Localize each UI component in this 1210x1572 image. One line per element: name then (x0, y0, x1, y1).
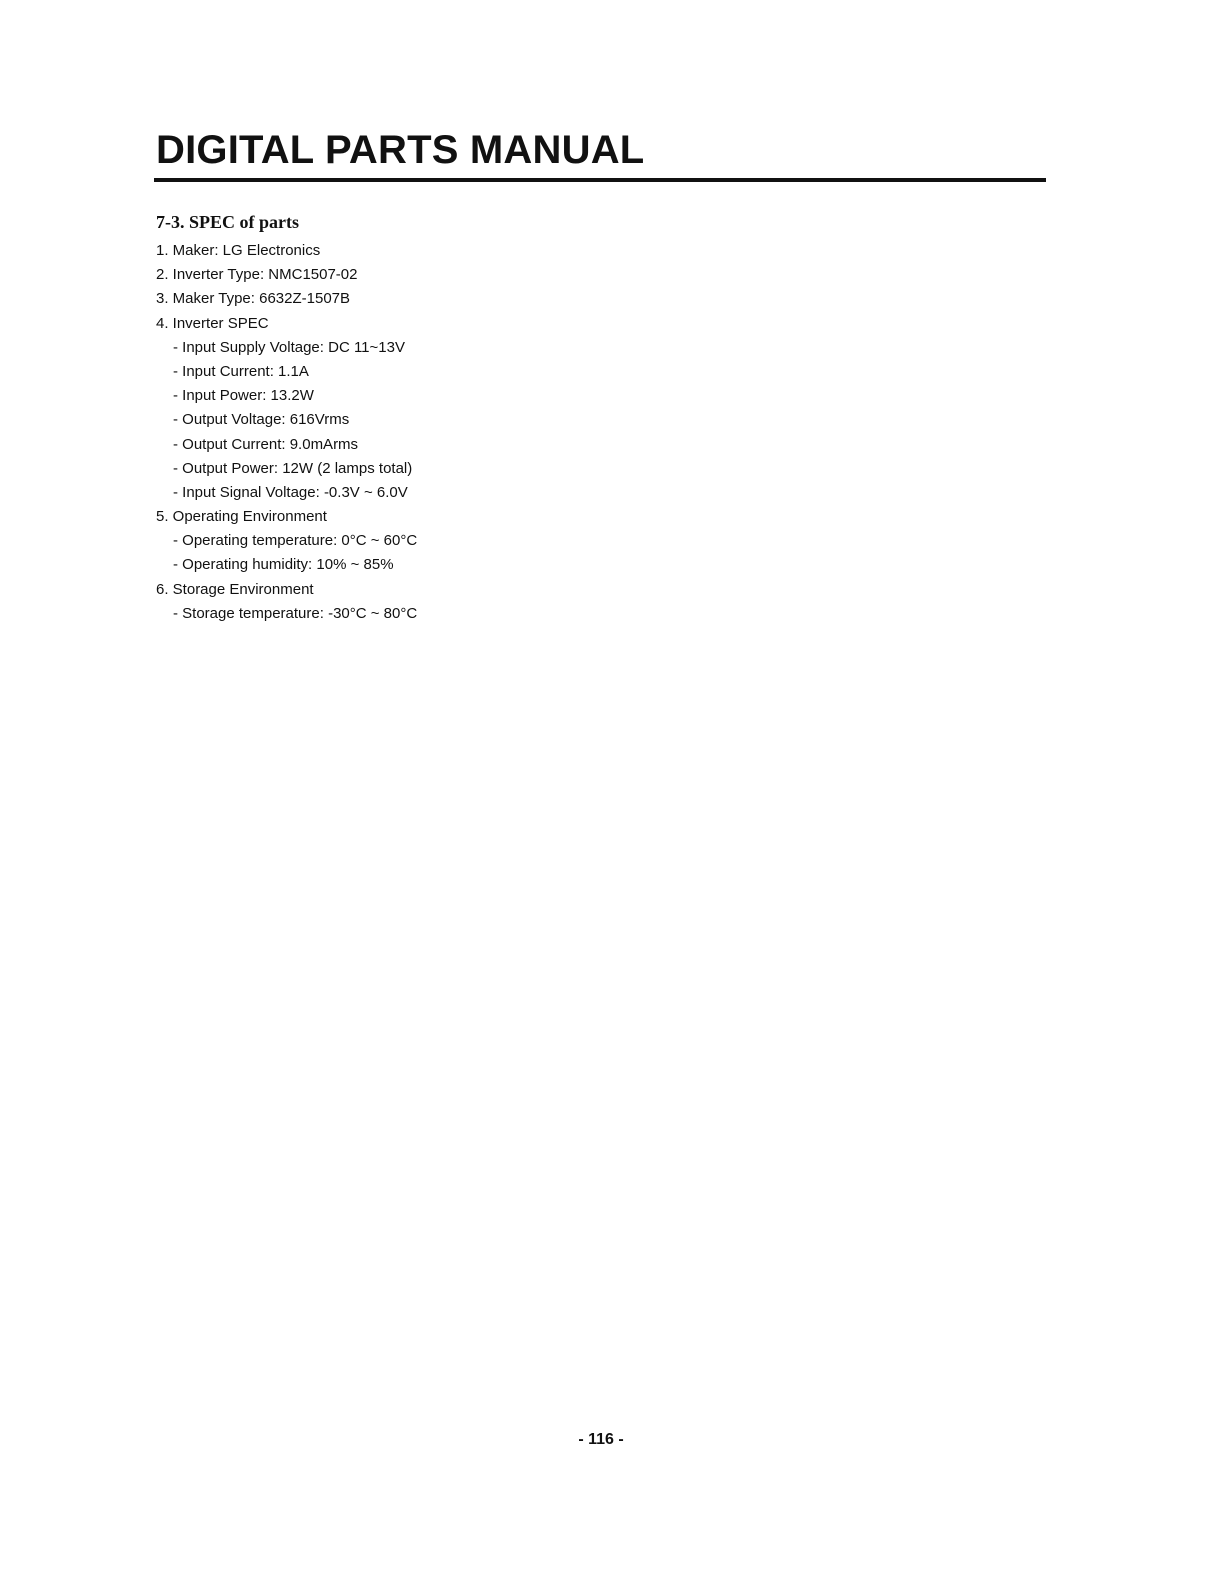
spec-item-storage-environment: 6. Storage Environment (156, 580, 314, 598)
spec-subitem-output-current: - Output Current: 9.0mArms (173, 435, 359, 453)
section-heading: 7-3. SPEC of parts (156, 212, 299, 232)
spec-item-maker-type: 3. Maker Type: 6632Z-1507B (156, 290, 351, 308)
spec-item-inverter-spec: 4. Inverter SPEC (156, 314, 269, 332)
title-underline-divider (154, 178, 1046, 182)
spec-item-maker: 1. Maker: LG Electronics (156, 242, 321, 259)
spec-subitem-output-voltage: - Output Voltage: 616Vrms (173, 411, 350, 429)
spec-subitem-input-supply-voltage: - Input Supply Voltage: DC 11~13V (173, 338, 405, 356)
spec-subitem-input-current: - Input Current: 1.1A (173, 362, 309, 380)
spec-subitem-operating-temperature: - Operating temperature: 0°C ~ 60°C (173, 532, 418, 550)
spec-subitem-storage-temperature: - Storage temperature: -30°C ~ 80°C (173, 604, 418, 622)
spec-item-operating-environment: 5. Operating Environment (156, 508, 327, 526)
spec-subitem-input-signal-voltage: - Input Signal Voltage: -0.3V ~ 6.0V (173, 483, 408, 501)
page-title: DIGITAL PARTS MANUAL (156, 128, 645, 172)
spec-item-inverter-type: 2. Inverter Type: NMC1507-02 (156, 266, 358, 284)
spec-subitem-input-power: - Input Power: 13.2W (173, 387, 314, 405)
spec-subitem-output-power: - Output Power: 12W (2 lamps total) (173, 459, 413, 477)
spec-subitem-operating-humidity: - Operating humidity: 10% ~ 85% (173, 556, 394, 574)
spec-list (156, 239, 417, 626)
page-number: - 116 - (578, 1431, 624, 1448)
